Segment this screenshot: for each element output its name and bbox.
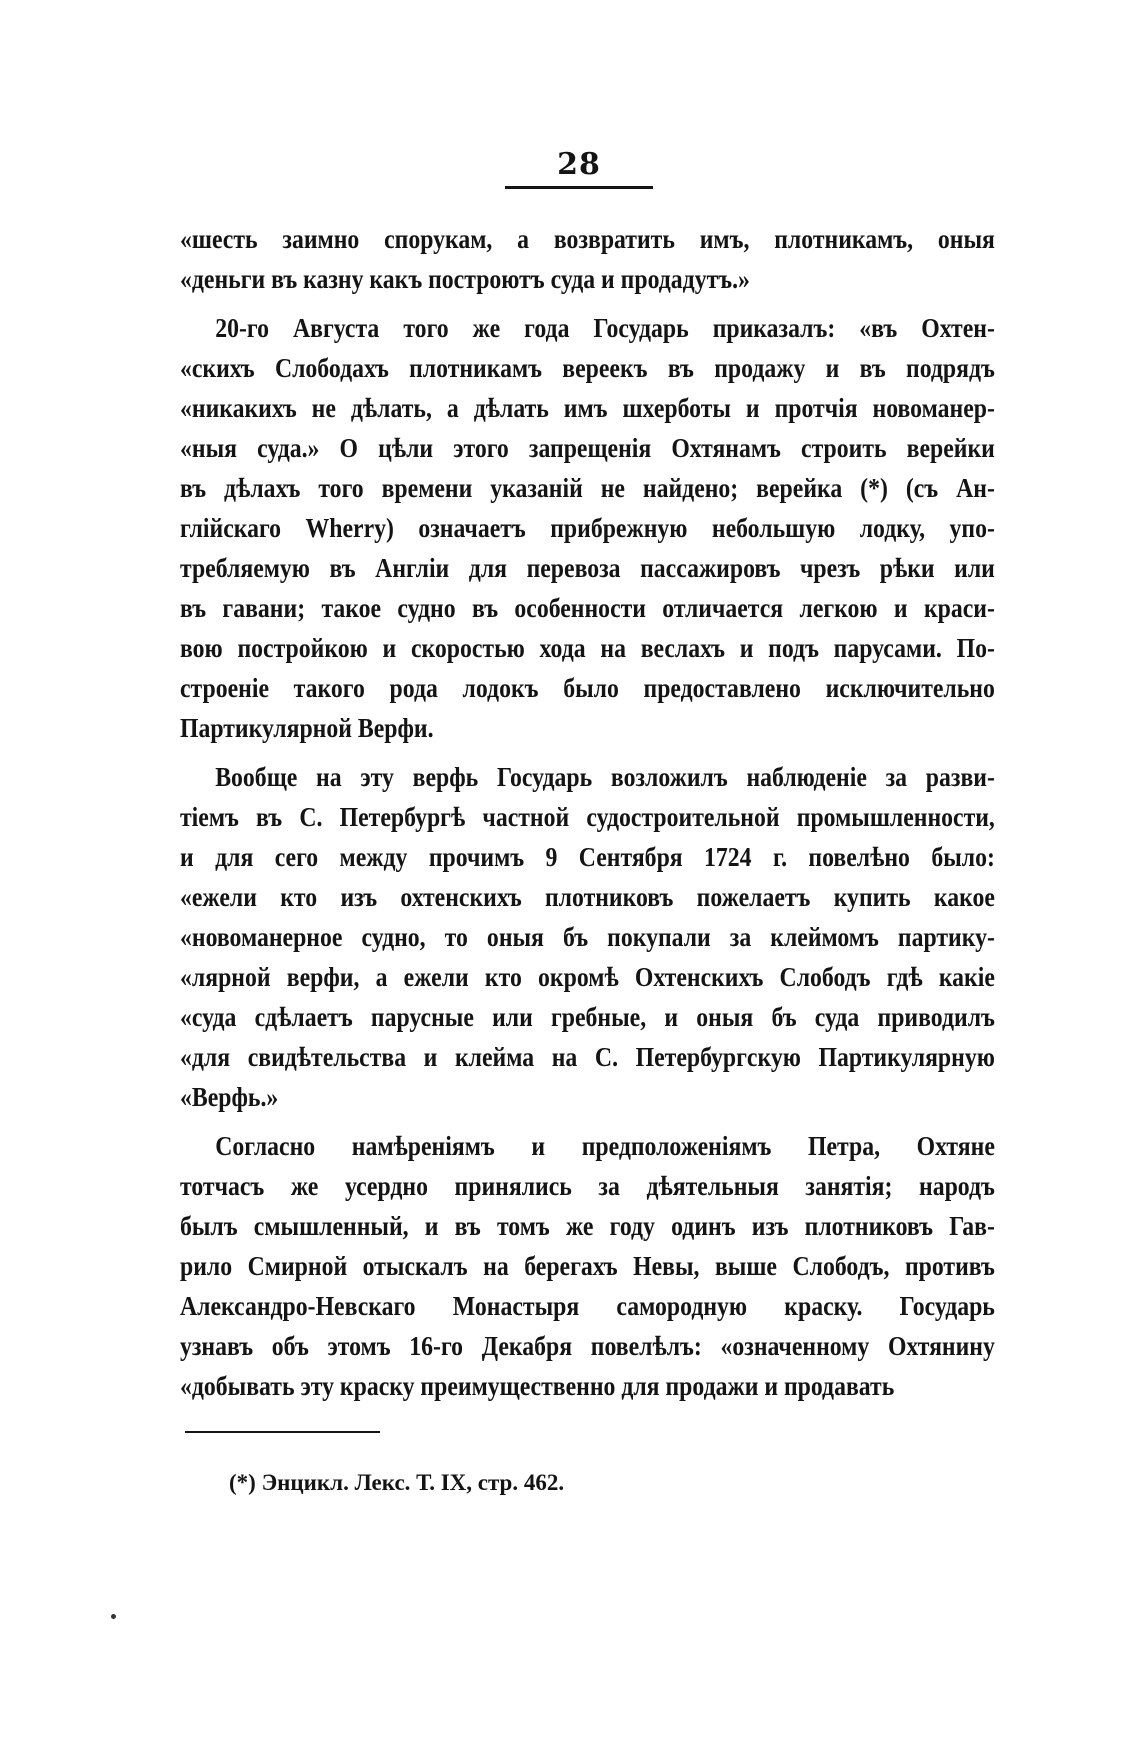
text-line: «ежели кто изъ охтенскихъ плотниковъ пожелаетъ купить какое <box>180 882 995 912</box>
text-line: и для сего между прочимъ 9 Сентября 1724 г. повелѣно было: <box>180 842 995 872</box>
text-line: глійскаго Wherry) означаетъ прибрежную небольшую лодку, упо- <box>180 513 995 543</box>
text-line: вою постройкою и скоростью хода на веслахъ и подъ парусами. По- <box>180 633 995 663</box>
text-line: былъ смышленный, и въ томъ же году одинъ изъ плотниковъ Гав- <box>180 1211 995 1241</box>
text-line: «лярной верфи, а ежели кто окромѣ Охтенскихъ Слободъ гдѣ какіе <box>180 962 995 992</box>
text-line: узнавъ объ этомъ 16-го Декабря повелѣлъ: «означенному Охтянину <box>180 1331 995 1361</box>
text-line: «деньги въ казну какъ построютъ суда и продадутъ.» <box>180 264 750 294</box>
page-number: 28 <box>557 147 601 182</box>
paragraph <box>180 308 995 748</box>
text-line: Вообще на эту верфь Государь возложилъ наблюденіе за разви- <box>215 762 995 792</box>
text-line: «суда сдѣлаетъ парусные или гребные, и оныя бъ суда приводилъ <box>180 1002 995 1032</box>
text-line: «новоманерное судно, то оныя бъ покупали за клеймомъ партику- <box>180 922 995 952</box>
paragraph-gap <box>180 299 995 308</box>
paragraph <box>180 219 995 299</box>
text-line: Партикулярной Верфи. <box>180 713 434 743</box>
footnote-rule <box>185 1431 380 1433</box>
text-line: «шесть заимно спорукам, а возвратить имъ, плотникамъ, оныя <box>180 224 995 254</box>
text-line: «ныя суда.» О цѣли этого запрещенія Охтянамъ строить верейки <box>180 433 995 463</box>
paragraph <box>180 1126 995 1406</box>
paragraph <box>180 757 995 1117</box>
text-line: «скихъ Слободахъ плотникамъ вереекъ въ продажу и въ подрядъ <box>180 353 995 383</box>
paragraph-gap <box>180 1117 995 1126</box>
text-line: въ гавани; такое судно въ особенности отличается легкою и краси- <box>180 593 995 623</box>
text-line: въ дѣлахъ того времени указаній не найдено; верейка (*) (съ Ан- <box>180 473 995 503</box>
text-line: 20-го Августа того же года Государь приказалъ: «въ Охтен- <box>215 313 995 343</box>
text-line: тіемъ въ С. Петербургѣ частной судостроительной промышленности, <box>180 802 995 832</box>
paragraph-gap <box>180 748 995 757</box>
text-line: рило Смирной отыскалъ на берегахъ Невы, выше Слободъ, противъ <box>180 1251 995 1281</box>
text-line: требляемую въ Англіи для перевоза пассажировъ чрезъ рѣки или <box>180 553 995 583</box>
body-text <box>180 219 995 1406</box>
text-line: Александро-Невскаго Монастыря самородную краску. Государь <box>180 1291 995 1321</box>
scan-speck <box>111 1614 116 1619</box>
text-line: «для свидѣтельства и клейма на С. Петербургскую Партикулярную <box>180 1042 995 1072</box>
text-line: тотчасъ же усердно принялись за дѣятельныя занятія; народъ <box>180 1171 995 1201</box>
text-line: «Верфь.» <box>180 1082 279 1112</box>
text-line: «никакихъ не дѣлать, а дѣлать имъ шхерботы и протчія новоманер- <box>180 393 995 423</box>
footnote: (*) Энцикл. Лекс. Т. IX, стр. 462. <box>229 1470 565 1495</box>
text-line: строеніе такого рода лодокъ было предоставлено исключительно <box>180 673 995 703</box>
page-number-rule <box>505 186 653 189</box>
text-line: Согласно намѣреніямъ и предположеніямъ Петра, Охтяне <box>215 1131 995 1161</box>
text-line: «добывать эту краску преимущественно для продажи и продавать <box>180 1371 895 1401</box>
